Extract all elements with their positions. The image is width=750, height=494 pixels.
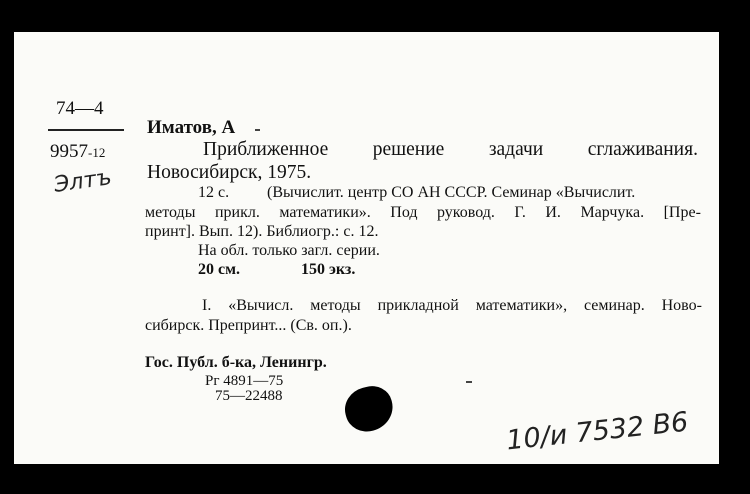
cover-note: На обл. только загл. серии. [198, 242, 380, 259]
call-number-handwritten: Элтъ [52, 165, 114, 198]
series-line1: (Вычислит. центр СО АН СССР. Семинар «Вычислит. [267, 184, 636, 201]
subject-word: прикладной [377, 297, 459, 314]
subject-line1 [202, 298, 702, 314]
title-word: Приближенное [203, 139, 329, 160]
author: Иматов, А [147, 117, 236, 138]
subject-word: I. [202, 297, 212, 314]
series-word: математики». [279, 204, 371, 221]
title-word: задачи [488, 139, 544, 160]
copies: 150 экз. [301, 261, 356, 278]
call-number-line2 [50, 142, 105, 161]
series-line3: принт]. Вып. 12). Библиогр.: с. 12. [145, 223, 379, 240]
subject-word: «Вычисл. [228, 297, 294, 314]
handwritten-note: 10/и 7532 В6 [504, 406, 690, 457]
ink-blot [340, 382, 398, 437]
series-word: Марчука. [580, 204, 645, 221]
pages: 12 с. [198, 184, 230, 201]
library: Гос. Публ. б-ка, Ленингр. [145, 354, 327, 371]
series-line2 [145, 205, 701, 221]
title-word: решение [372, 139, 445, 160]
call-number-main: 9957 [50, 141, 88, 162]
registry-number-2: 75—22488 [215, 388, 283, 404]
subject-word: Ново- [661, 297, 702, 314]
series-word: [Пре- [663, 204, 701, 221]
call-number-line1: 74—4 [56, 98, 104, 119]
call-number-subscript: -12 [88, 145, 106, 160]
title-word: сглаживания. [587, 139, 698, 160]
series-word: методы [145, 204, 196, 221]
title-line1 [203, 140, 698, 160]
stray-mark [255, 129, 260, 131]
subject-word: методы [310, 297, 361, 314]
title-line2: Новосибирск, 1975. [147, 162, 312, 183]
size: 20 см. [198, 261, 240, 278]
registry-number-1: Рг 4891—75 [205, 373, 284, 389]
series-word: Г. [514, 204, 526, 221]
call-number-divider [48, 129, 124, 131]
series-word: Под [390, 204, 418, 221]
stray-mark [466, 381, 472, 383]
subject-line2: сибирск. Препринт... (Св. оп.). [145, 317, 352, 334]
catalog-card [14, 32, 719, 464]
subject-word: семинар. [583, 297, 645, 314]
subject-word: математики», [475, 297, 568, 314]
series-word: прикл. [214, 204, 260, 221]
series-word: руковод. [437, 204, 495, 221]
series-word: И. [545, 204, 561, 221]
